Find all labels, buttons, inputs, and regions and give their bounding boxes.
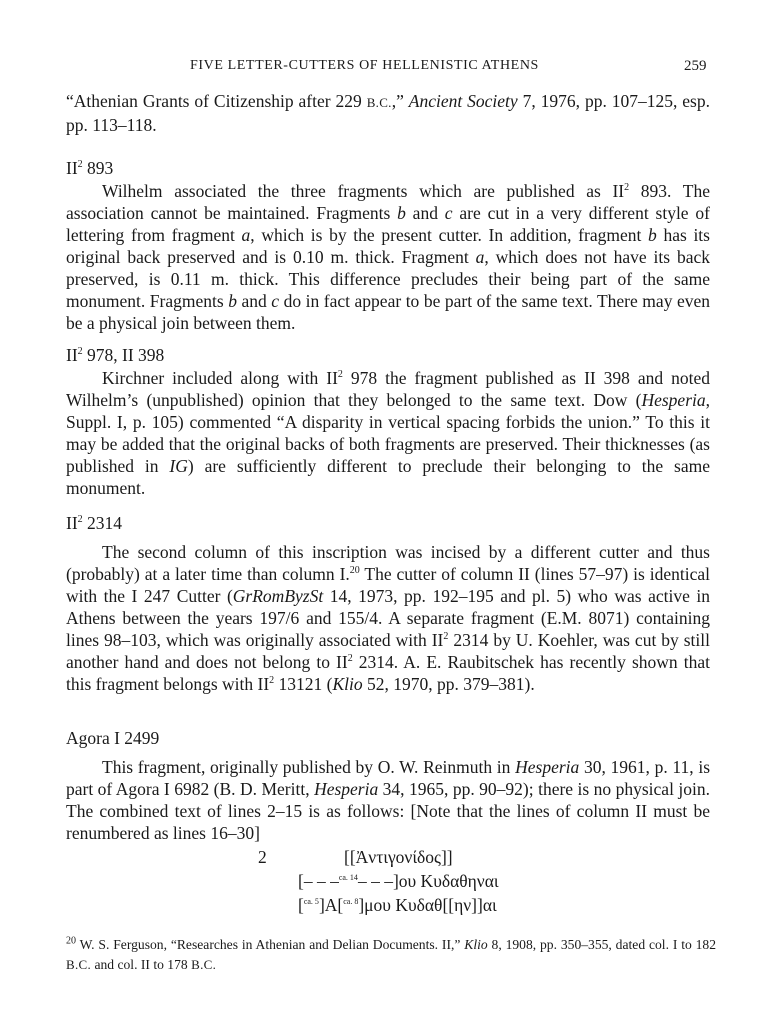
running-head: FIVE LETTER-CUTTERS OF HELLENISTIC ATHENS	[190, 58, 539, 73]
section-heading-agora: Agora I 2499	[66, 728, 160, 748]
paragraph-978: Kirchner included along with $II^2$ 978 the fragment published as II 398 and noted Wilhelm’s (unpublished) opinion that they belonged to the same text. Dow (Hesperia, Suppl. I, p. 105) commented “A disparity in vertical spacing forbids the union.” To this it may be added that the original backs of both fragments are preserved. Their thicknesses (as published in IG) are sufficiently different to preclude their belonging to the same monument.	[66, 368, 710, 498]
section-heading-893: $II^2$ 893	[66, 158, 114, 178]
inscription-line-2: [– – –$^{ca. 14}$– – –]ου Κυδαθηναι	[298, 871, 499, 891]
intro-paragraph: “Athenian Grants of Citizenship after 229 B.C.,” Ancient Society 7, 1976, pp. 107–125, esp. pp. 113–118.	[66, 91, 710, 135]
page-number: 259	[684, 58, 707, 74]
inscription-line-1: [[Ἀντιγονίδος]]	[344, 847, 453, 867]
inscription-line-number: 2	[258, 847, 267, 867]
section-heading-978: $II^2$ 978, II 398	[66, 345, 165, 365]
footnote-ref-20[interactable]: 20	[349, 565, 360, 577]
paragraph-agora: This fragment, originally published by O. W. Reinmuth in Hesperia 30, 1961, p. 11, is part of Agora I 6982 (B. D. Meritt, Hesperia 34, 1965, pp. 90–92); there is no physical join. The combined text of lines 2–15 is as follows: [Note that the lines of column II must be renumbered as lines 16–30]	[66, 757, 710, 843]
paragraph-893: Wilhelm associated the three fragments which are published as $II^2$ 893. The association cannot be maintained. Fragments b and c are cut in a very different style of lettering from fragment a, which is by the present cutter. In addition, fragment b has its original back preserved and is 0.10 m. thick. Fragment a, which does not have its back preserved, is 0.11 m. thick. This difference precludes their being part of the same monument. Fragments b and c do in fact appear to be part of the same text. There may even be a physical join between them.	[66, 181, 711, 333]
footnote-number: 20	[66, 935, 76, 947]
paragraph-2314: The second column of this inscription was incised by a different cutter and thus (probably) at a later time than column I.$^{20}$ The cutter of column II (lines 57–97) is identical with the I 247 Cutter (GrRomByzSt 14, 1973, pp. 192–195 and pl. 5) who was active in Athens between the years 197/6 and 155/4. A separate fragment (E.M. 8071) containing lines 98–103, which was originally associated with $II^2$ 2314 by U. Koehler, was cut by still another hand and does not belong to $II^2$ 2314. A. E. Raubitschek has recently shown that this fragment belongs with $II^2$ 13121 (Klio 52, 1970, pp. 379–381).	[66, 542, 711, 694]
inscription-line-3: [$^{ca. 5}$]Α[$^{ca. 8}$]μου Κυδαθ[[ην]]αι	[298, 895, 497, 915]
section-heading-2314: $II^2$ 2314	[66, 513, 123, 533]
footnote-20: $^{20}$ W. S. Ferguson, “Researches in Athenian and Delian Documents. II,” Klio 8, 1908, pp. 350–355, dated col. I to 182 B.C. and col. II to 178 B.C.	[66, 935, 717, 972]
